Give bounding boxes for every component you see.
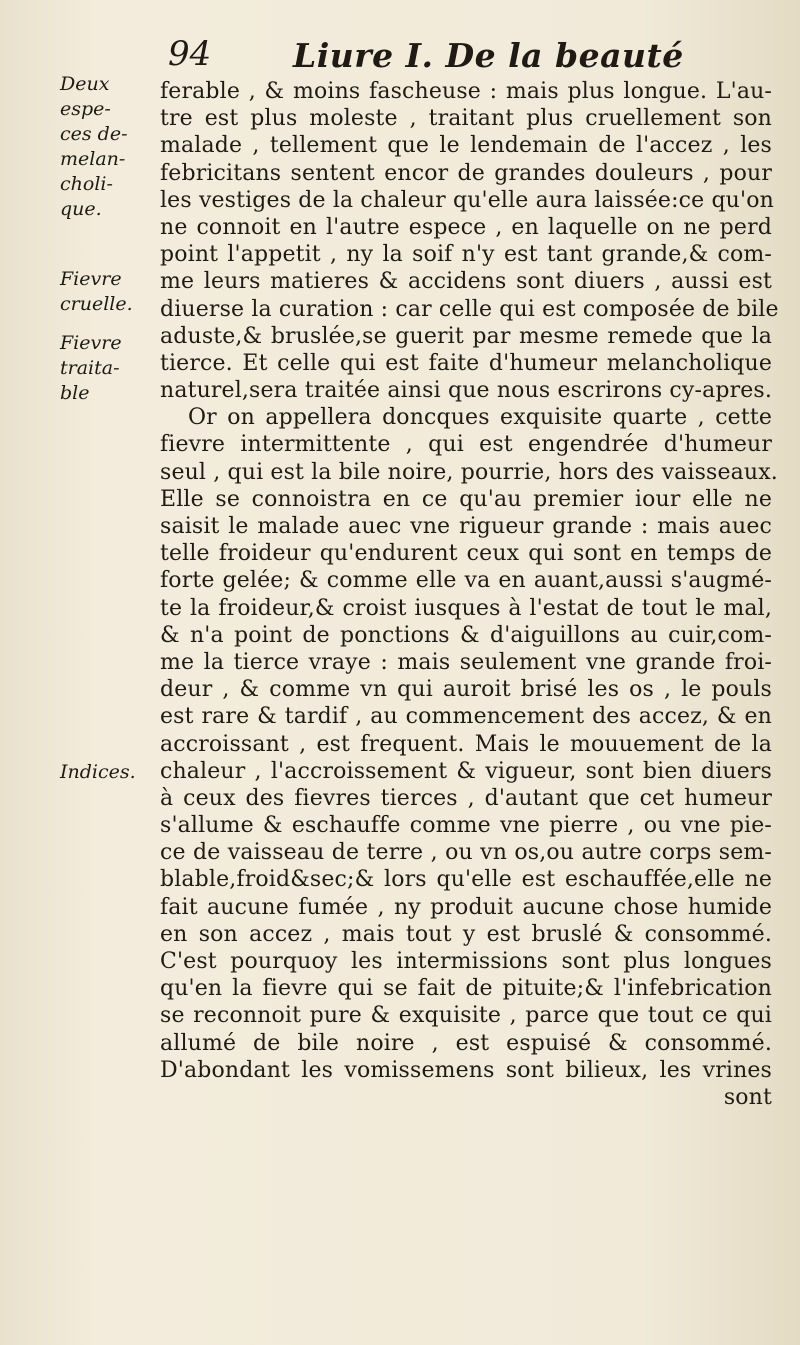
text-line: forte gelée; & comme elle va en auant,aussi s'augmé- bbox=[160, 568, 772, 594]
text-line: en son accez , mais tout y est bruslé & consommé. bbox=[160, 921, 772, 947]
text-line: malade , tellement que le lendemain de l'accez , les bbox=[160, 133, 772, 159]
text-line: D'abondant les vomissemens sont bilieux, les vrines bbox=[160, 1057, 772, 1083]
body-text bbox=[160, 78, 779, 1111]
text-line: allumé de bile noire , est espuisé & consommé. bbox=[160, 1030, 772, 1056]
text-line: s'allume & eschauffe comme vne pierre , ou vne pie- bbox=[160, 813, 772, 839]
margin-note-deux-especes: Deux espe- ces de- melan- choli- que. bbox=[60, 73, 128, 220]
text-line: tre est plus moleste , traitant plus cruellement son bbox=[160, 106, 772, 132]
text-line: se reconnoit pure & exquisite , parce que tout ce qui bbox=[160, 1003, 772, 1029]
text-line: saisit le malade auec vne rigueur grande : mais auec bbox=[160, 514, 772, 539]
text-line: les vestiges de la chaleur qu'elle aura laissée:ce qu'on bbox=[160, 187, 774, 213]
text-line: telle froideur qu'endurent ceux qui sont en temps de bbox=[160, 541, 772, 567]
text-line: ferable , & moins fascheuse : mais plus longue. L'au- bbox=[160, 79, 772, 104]
text-line: aduste,& bruslée,se guerit par mesme remede que la bbox=[160, 323, 772, 349]
text-line: diuerse la curation : car celle qui est composée de bile bbox=[160, 296, 779, 322]
text-line: qu'en la fievre qui se fait de pituite;& l'infebrication bbox=[160, 976, 772, 1002]
text-line: blable,froid&sec;& lors qu'elle est eschauffée,elle ne bbox=[160, 867, 772, 893]
text-line: Or on appellera doncques exquisite quarte , cette bbox=[188, 405, 772, 431]
text-line: me leurs matieres & accidens sont diuers , aussi est bbox=[160, 269, 772, 295]
text-line: ne connoit en l'autre espece , en laquelle on ne perd bbox=[160, 214, 772, 240]
page-number: 94 bbox=[168, 34, 212, 74]
text-line: est rare & tardif , au commencement des accez, & en bbox=[160, 704, 772, 730]
text-line: seul , qui est la bile noire, pourrie, hors des vaisseaux. bbox=[160, 459, 778, 485]
text-line: tierce. Et celle qui est faite d'humeur melancholique bbox=[160, 350, 772, 376]
text-line: accroissant , est frequent. Mais le mouuement de la bbox=[160, 731, 772, 757]
text-line: fievre intermittente , qui est engendrée d'humeur bbox=[160, 432, 772, 458]
text-line: te la froideur,& croist iusques à l'estat de tout le mal, bbox=[160, 595, 772, 621]
margin-note-fievre-cruelle: Fievre cruelle. bbox=[60, 268, 133, 315]
margin-note-fievre-traitable: Fievre traita- ble bbox=[60, 332, 122, 404]
text-line: point l'appetit , ny la soif n'y est tant grande,& com- bbox=[160, 242, 772, 268]
text-line: deur , & comme vn qui auroit brisé les os , le pouls bbox=[160, 677, 772, 703]
text-line: Elle se connoistra en ce qu'au premier iour elle ne bbox=[160, 486, 772, 512]
text-line: à ceux des fievres tierces , d'autant que cet humeur bbox=[160, 785, 772, 811]
text-line: fait aucune fumée , ny produit aucune chose humide bbox=[160, 894, 772, 920]
text-line: naturel,sera traitée ainsi que nous escrirons cy-apres. bbox=[160, 378, 772, 404]
text-line: chaleur , l'accroissement & vigueur, sont bien diuers bbox=[160, 758, 772, 784]
text-line: ce de vaisseau de terre , ou vn os,ou autre corps sem- bbox=[160, 840, 772, 866]
catchword: sont bbox=[723, 1084, 772, 1110]
text-line: me la tierce vraye : mais seulement vne grande froi- bbox=[160, 649, 772, 675]
text-line: C'est pourquoy les intermissions sont plus longues bbox=[160, 949, 772, 974]
text-line: febricitans sentent encor de grandes douleurs , pour bbox=[160, 160, 772, 186]
text-line: & n'a point de ponctions & d'aiguillons au cuir,com- bbox=[160, 622, 772, 648]
running-title: Liure I. De la beauté bbox=[293, 36, 684, 75]
margin-note-indices: Indices. bbox=[60, 761, 136, 783]
